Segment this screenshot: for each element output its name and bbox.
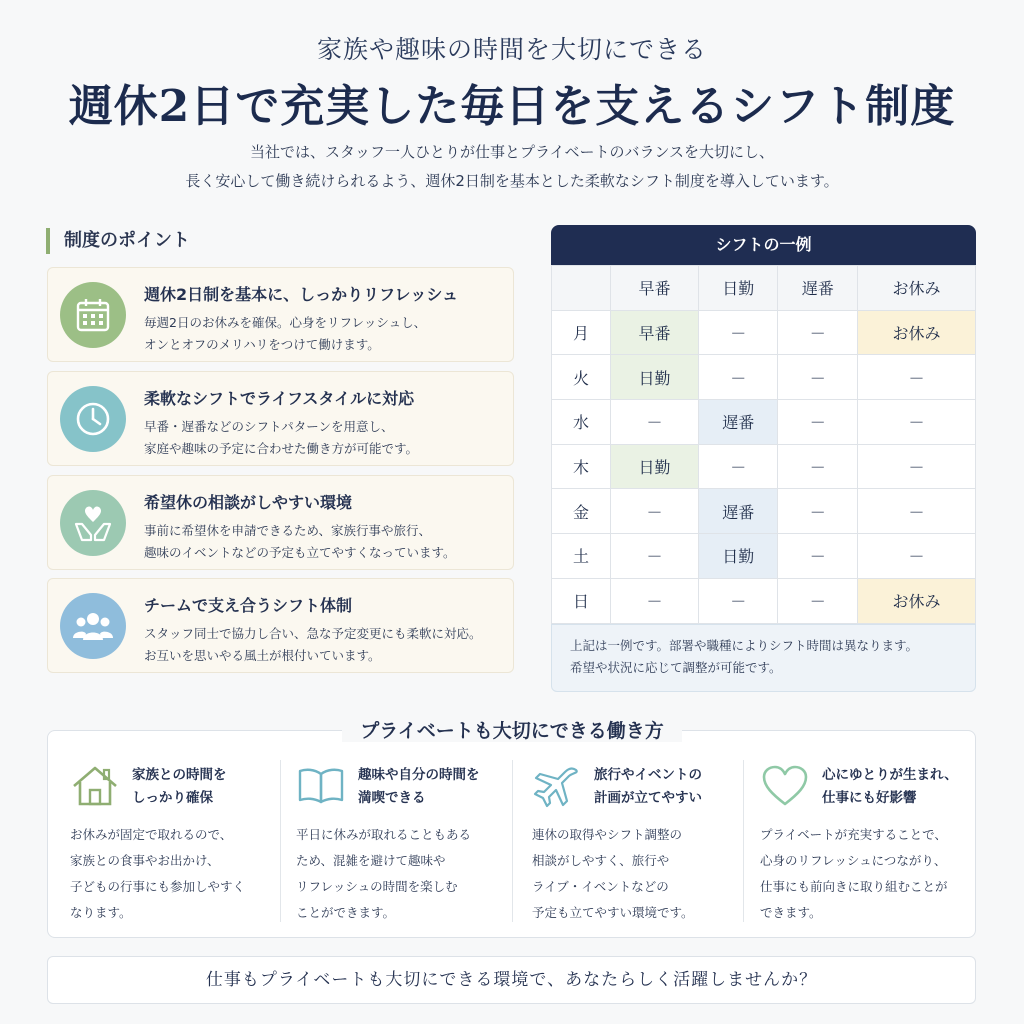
shift-cell: － [611, 578, 699, 623]
title-line: 心にゆとりが生まれ、 [822, 767, 958, 783]
desc-line: ライブ・イベントなどの [532, 879, 669, 894]
shift-cell: 遅番 [699, 400, 778, 445]
point-desc [144, 312, 426, 356]
private-title-text: プライベートも大切にできる働き方 [342, 720, 681, 742]
private-title [0, 716, 1024, 743]
shift-cell: 日勤 [611, 355, 699, 400]
shift-cell: － [857, 355, 975, 400]
heart-hands-icon [60, 490, 126, 556]
column-header: 日勤 [699, 266, 778, 311]
desc-line: 相談がしやすく、旅行や [532, 853, 670, 868]
column-header: 遅番 [778, 266, 857, 311]
private-item [512, 756, 730, 926]
point-title: 柔軟なシフトでライフスタイルに対応 [144, 389, 415, 408]
shift-cell: 日勤 [611, 444, 699, 489]
heart-icon [760, 764, 810, 808]
shift-cell: － [778, 400, 857, 445]
desc-line: 仕事にも前向きに取り組むことが [760, 879, 948, 894]
corner-cell [552, 266, 611, 311]
shift-cell: 日勤 [699, 534, 778, 579]
point-desc-line: 早番・遅番などのシフトパターンを用意し、 [144, 419, 394, 434]
desc-line: 家族との食事やお出かけ、 [70, 853, 220, 868]
note-line: 希望や状況に応じて調整が可能です。 [570, 659, 782, 675]
day-cell: 火 [552, 355, 611, 400]
closing-message: 仕事もプライベートも大切にできる環境で、あなたらしく活躍しませんか？ [47, 956, 976, 1004]
intro-text [0, 138, 1024, 196]
shift-example [551, 225, 976, 692]
shift-cell: － [778, 534, 857, 579]
page-subtitle: 家族や趣味の時間を大切にできる [316, 35, 707, 64]
private-item-title [594, 764, 702, 810]
point-desc [144, 623, 482, 667]
shift-cell: お休み [857, 578, 975, 623]
point-desc [144, 416, 418, 460]
desc-line: 心身のリフレッシュにつながり、 [760, 853, 947, 868]
intro-line: 長く安心して働き続けられるよう、週休2日制を基本とした柔軟なシフト制度を導入しています。 [185, 172, 839, 190]
desc-line: 子どもの行事にも参加しやすく [70, 879, 246, 894]
table-row [552, 489, 976, 534]
shift-cell: － [699, 355, 778, 400]
desc-line: お休みが固定で取れるので、 [70, 827, 233, 842]
team-icon [60, 593, 126, 659]
shift-note [551, 624, 976, 692]
page-title: 週休2日で充実した毎日を支えるシフト制度 [68, 81, 956, 132]
point-title: チームで支え合うシフト体制 [144, 596, 353, 615]
point-card [47, 267, 514, 362]
point-desc-line: 趣味のイベントなどの予定も立てやすくなっています。 [144, 545, 456, 560]
shift-cell: － [611, 400, 699, 445]
shift-cell: － [857, 400, 975, 445]
day-cell: 日 [552, 578, 611, 623]
point-desc-line: お互いを思いやる風土が根付いています。 [144, 648, 381, 663]
table-row [552, 355, 976, 400]
shift-cell: 早番 [611, 310, 699, 355]
title-line: 家族との時間を [132, 767, 227, 783]
title-line: しっかり確保 [132, 790, 213, 806]
day-cell: 月 [552, 310, 611, 355]
intro-line: 当社では、スタッフ一人ひとりが仕事とプライベートのバランスを大切にし、 [249, 143, 775, 161]
table-row [552, 400, 976, 445]
point-desc-line: 毎週2日のお休みを確保。心身をリフレッシュし、 [144, 315, 427, 330]
table-row [552, 310, 976, 355]
shift-header-row [552, 266, 976, 311]
day-cell: 木 [552, 444, 611, 489]
point-card [47, 578, 514, 673]
shift-cell: － [699, 578, 778, 623]
title-line: 趣味や自分の時間を [358, 767, 480, 783]
title-line: 満喫できる [358, 790, 426, 806]
column-header: お休み [857, 266, 975, 311]
desc-line: 平日に休みが取れることもある [296, 827, 472, 842]
shift-cell: － [857, 489, 975, 534]
point-desc-line: スタッフ同士で協力し合い、急な予定変更にも柔軟に対応。 [144, 626, 482, 641]
private-item-title [358, 764, 480, 810]
point-desc [144, 520, 456, 564]
point-desc-line: オンとオフのメリハリをつけて働けます。 [144, 337, 380, 352]
shift-table [551, 265, 976, 624]
private-item-desc [70, 822, 245, 926]
note-line: 上記は一例です。部署や職種によりシフト時間は異なります。 [570, 637, 919, 653]
day-cell: 金 [552, 489, 611, 534]
shift-title: シフトの一例 [551, 225, 976, 265]
point-title: 週休2日制を基本に、しっかりリフレッシュ [144, 285, 459, 304]
desc-line: ため、混雑を避けて趣味や [296, 853, 446, 868]
point-desc-line: 事前に希望休を申請できるため、家族行事や旅行、 [144, 523, 432, 538]
title-line: 計画が立てやすい [594, 790, 702, 806]
private-item [740, 756, 958, 926]
desc-line: プライベートが充実することで、 [760, 827, 947, 842]
private-item [276, 756, 494, 926]
shift-cell: － [699, 444, 778, 489]
column-header: 早番 [611, 266, 699, 311]
desc-line: 連休の取得やシフト調整の [532, 827, 683, 842]
shift-cell: － [778, 489, 857, 534]
shift-cell: お休み [857, 310, 975, 355]
shift-cell: － [699, 310, 778, 355]
table-row [552, 578, 976, 623]
private-item [50, 756, 268, 926]
shift-cell: － [778, 355, 857, 400]
calendar-icon [60, 282, 126, 348]
shift-cell: － [611, 534, 699, 579]
shift-cell: － [611, 489, 699, 534]
house-icon [70, 764, 120, 808]
private-item-title [132, 764, 227, 810]
book-icon [296, 764, 346, 808]
private-item-title [822, 764, 958, 810]
shift-cell: 遅番 [699, 489, 778, 534]
desc-line: ことができます。 [296, 905, 396, 920]
shift-cell: － [778, 578, 857, 623]
desc-line: できます。 [760, 905, 822, 920]
desc-line: なります。 [70, 905, 132, 920]
table-row [552, 444, 976, 489]
private-item-desc [296, 822, 471, 926]
point-desc-line: 家庭や趣味の予定に合わせた働き方が可能です。 [144, 441, 419, 456]
private-item-desc [760, 822, 948, 926]
desc-line: 予定も立てやすい環境です。 [532, 905, 694, 920]
private-item-desc [532, 822, 694, 926]
table-row [552, 534, 976, 579]
day-cell: 水 [552, 400, 611, 445]
desc-line: リフレッシュの時間を楽しむ [296, 879, 458, 894]
points-heading: 制度のポイント [46, 228, 190, 254]
point-card [47, 475, 514, 570]
airplane-icon [532, 764, 582, 808]
point-card [47, 371, 514, 466]
shift-cell: － [778, 444, 857, 489]
day-cell: 土 [552, 534, 611, 579]
shift-cell: － [857, 444, 975, 489]
title-line: 旅行やイベントの [594, 767, 702, 783]
shift-cell: － [857, 534, 975, 579]
title-line: 仕事にも好影響 [822, 790, 917, 806]
point-title: 希望休の相談がしやすい環境 [144, 493, 353, 512]
shift-cell: － [778, 310, 857, 355]
clock-icon [60, 386, 126, 452]
